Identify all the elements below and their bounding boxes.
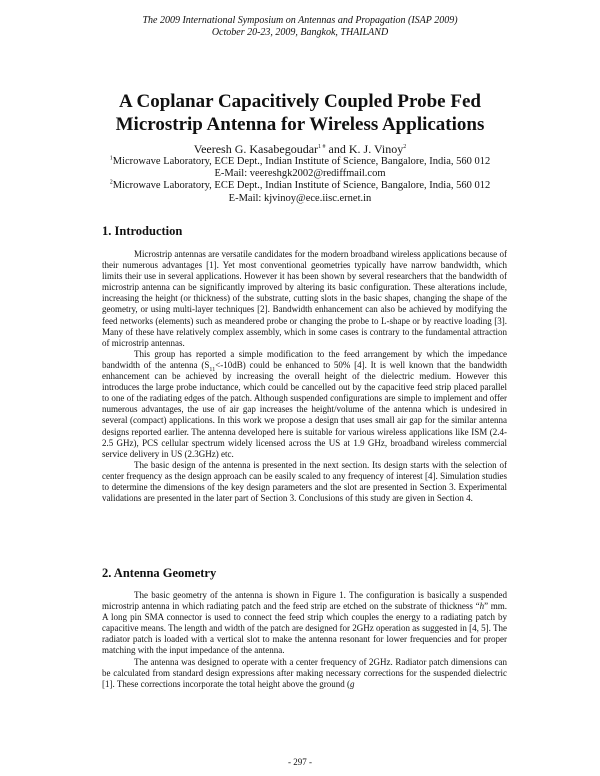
email-1: E-Mail: veereshgk2002@rediffmail.com: [214, 168, 386, 180]
author-block: [60, 142, 540, 205]
section-2-body: [102, 590, 507, 690]
section-2-paragraph-1: The basic geometry of the antenna is shown in Figure 1. The configuration is basically a suspended microstrip antenna in which radiating patch and the feed strip are etched on the substrate of thickness “h” mm. A long pin SMA connector is used to connect the feed strip which couples the energy to a radiating patch by capacitive means. The length and width of the patch are designed for 2GHz operation as suggested in [4, 5]. The radiator patch is loaded with a vertical slot to make the antenna resonant for lower frequencies and for proper matching with the input impedance of the antenna.: [102, 590, 507, 656]
affiliation-1-marker: 1: [109, 155, 113, 162]
section-1-heading: 1. Introduction: [102, 224, 183, 238]
author-names: [60, 142, 540, 156]
section-1-paragraph-3: The basic design of the antenna is presented in the next section. Its design starts with the selection of center frequency as the design approach can be easily scaled to any frequency of interest [4]. Simulation studies to determine the dimensions of the key design parameters and the slot are presented in Section 3. Experimental validations are presented in the later part of Section 3. Conclusions of this study are given in Section 4.: [102, 459, 507, 504]
title-line-2: Microstrip Antenna for Wireless Applications: [115, 114, 485, 135]
author-connector: and K. J. Vinoy: [325, 142, 404, 156]
affiliation-2: [60, 180, 540, 192]
section-2-heading: 2. Antenna Geometry: [102, 566, 217, 580]
affiliation-2-text: Microwave Laboratory, ECE Dept., Indian Institute of Science, Bangalore, India, 560 012: [112, 180, 491, 192]
title-line-1: A Coplanar Capacitively Coupled Probe Fed: [119, 91, 481, 112]
section-2-paragraph-2: The antenna was designed to operate with a center frequency of 2GHz. Radiator patch dimensions can be calculated from standard design expressions after making necessary corrections for the suspended dielectric [1]. These corrections incorporate the total height above the ground (g: [102, 656, 507, 689]
author-1-marker: 1 #: [318, 144, 326, 150]
conference-name: The 2009 International Symposium on Antennas and Propagation (ISAP 2009): [142, 15, 458, 26]
section-1-paragraph-1: Microstrip antennas are versatile candidates for the modern broadband wireless applications because of their numerous advantages [1]. Yet most conventional geometries typically have narrow bandwidth, which limits their use in several applications. However it has been shown by several researchers that the bandwidth of microstrip antenna can be significantly improved by altering its basic configuration. These alterations include, increasing the height (or thickness) of the substrate, cutting slots in the basic shapes, changing the shape of the geometry, or using multi-layer techniques [2]. Bandwidth enhancement can also be achieved by modifying the feed networks (elements) such as meandered probe or changing the probe to L-shape or by reactive loading [3]. Many of these have relatively complex assembly, which in some cases is contrary to the fundamental attraction of microstrip antennas.: [102, 249, 507, 348]
author-2-marker: 2: [403, 144, 407, 150]
conference-header: [0, 15, 600, 39]
section-1-paragraph-2: This group has reported a simple modification to the feed arrangement by which the impedance bandwidth of the antenna $(S_{11}<-10dB)$ could be enhanced to 50% [4]. It is well known that the bandwidth enhancement can be achieved by increasing the overall height of the dielectric medium. However this introduces the large probe inductance, which could be cancelled out by the capacitive feed strip placed parallel to one of the radiating edges of the patch. Although suspended configurations are simple to implement and offer numerous advantages, the use of air gap increases the height/volume of the antenna which is undesired in several (compact) applications. In this work we propose a design that uses small air gap for the similar antenna designs reported earlier. The antenna developed here is suitable for various wireless applications like ISM (2.4-2.5 GHz), PCS cellular spectrum widely licensed across the US at 1.9 GHz, broadband wireless commercial service delivery in US (2.3GHz) etc.: [102, 348, 508, 459]
paper-title: [60, 90, 540, 136]
conference-dates: October 20-23, 2009, Bangkok, THAILAND: [211, 27, 389, 38]
page-number: - 297 -: [288, 757, 312, 767]
affiliation-2-marker: 2: [109, 179, 113, 186]
email-2: E-Mail: kjvinoy@ece.iisc.ernet.in: [228, 192, 372, 204]
author-1-name: Veeresh G. Kasabegoudar: [193, 142, 319, 156]
section-1-body: [102, 249, 507, 504]
affiliation-1-text: Microwave Laboratory, ECE Dept., Indian Institute of Science, Bangalore, India, 560 012: [112, 156, 491, 167]
affiliation-1: [60, 156, 540, 168]
